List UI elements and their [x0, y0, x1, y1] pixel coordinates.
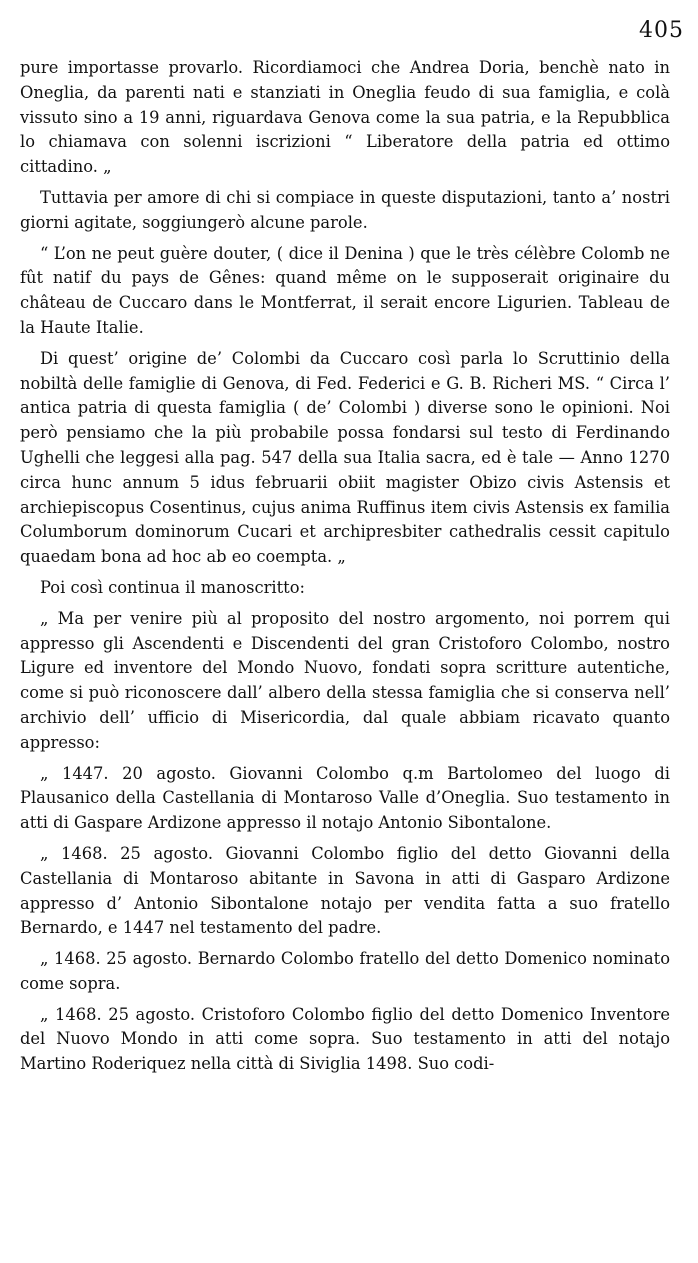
page-number: 405 — [639, 18, 684, 43]
paragraph-9: „ 1468. 25 agosto. Bernardo Colombo fratello del detto Domenico nominato come sopra. — [20, 949, 670, 993]
paragraph-1: pure importasse provarlo. Ricordiamoci che Andrea Doria, benchè nato in Oneglia, da parenti nati e stanziati in Oneglia feudo di sua famiglia, e colà vissuto sino a 19 anni, riguardava Genova come la sua patria, e la Repubblica lo chiamava con solenni iscrizioni “ Liberatore della patria ed ottimo cittadino. „ — [20, 58, 670, 177]
paragraph-8: „ 1468. 25 agosto. Giovanni Colombo figlio del detto Giovanni della Castellania di Montaroso abitante in Savona in atti di Gasparo Ardizone appresso d’ Antonio Sibontalone notajo per vendita fatta a suo fratello Bernardo, e 1447 nel testamento del padre. — [20, 843, 670, 938]
paragraph-7: „ 1447. 20 agosto. Giovanni Colombo q.m Bartolomeo del luogo di Plausanico della Castellania di Montaroso Valle d’Oneglia. Suo testamento in atti di Gaspare Ardizone appresso il notajo Antonio Sibontalone. — [20, 763, 670, 833]
body-text — [20, 56, 670, 1077]
paragraph-10: „ 1468. 25 agosto. Cristoforo Colombo figlio del detto Domenico Inventore del Nuovo Mondo in atti come sopra. Suo testamento in atti del notajo Martino Roderiquez nella città di Siviglia 1498. Suo codi- — [20, 1004, 670, 1074]
paragraph-5: Poi così continua il manoscritto: — [40, 577, 306, 597]
paragraph-3: “ L’on ne peut guère douter, ( dice il Denina ) que le très célèbre Colomb ne fût natif du pays de Gênes: quand même on le supposerait originaire du château de Cuccaro dans le Montferrat, il serait encore Ligurien. Tableau de la Haute Italie. — [20, 243, 670, 337]
paragraph-6: „ Ma per venire più al proposito del nostro argomento, noi porrem qui appresso gli Ascendenti e Discendenti del gran Cristoforo Colombo, nostro Ligure ed inventore del Mondo Nuovo, fondati sopra scritture autentiche, come si può riconoscere dall’ albero della stessa famiglia che si conserva nell’ archivio dell’ ufficio di Misericordia, dal quale abbiam ricavato quanto appresso: — [20, 608, 670, 752]
paragraph-4: Di quest’ origine de’ Colombi da Cuccaro così parla lo Scruttinio della nobiltà delle famiglie di Genova, di Fed. Federici e G. B. Richeri MS. “ Circa l’ antica patria di questa famiglia ( de’ Colombi ) diverse sono le opinioni. Noi però pensiamo che la più probabile possa fondarsi sul testo di Ferdinando Ughelli che leggesi alla pag. 547 della sua Italia sacra, ed è tale — Anno 1270 circa hunc annum 5 idus februarii obiit magister Obizo civis Astensis et archiepiscopus Cosentinus, cujus anima Ruffinus item civis Astensis ex familia Columborum dominorum Cucari et archipresbiter cathedralis cessit capitulo quaedam bona ad hoc ab eo coempta. „ — [20, 348, 670, 567]
paragraph-2: Tuttavia per amore di chi si compiace in queste disputazioni, tanto a’ nostri giorni agitate, soggiungerò alcune parole. — [20, 187, 670, 232]
